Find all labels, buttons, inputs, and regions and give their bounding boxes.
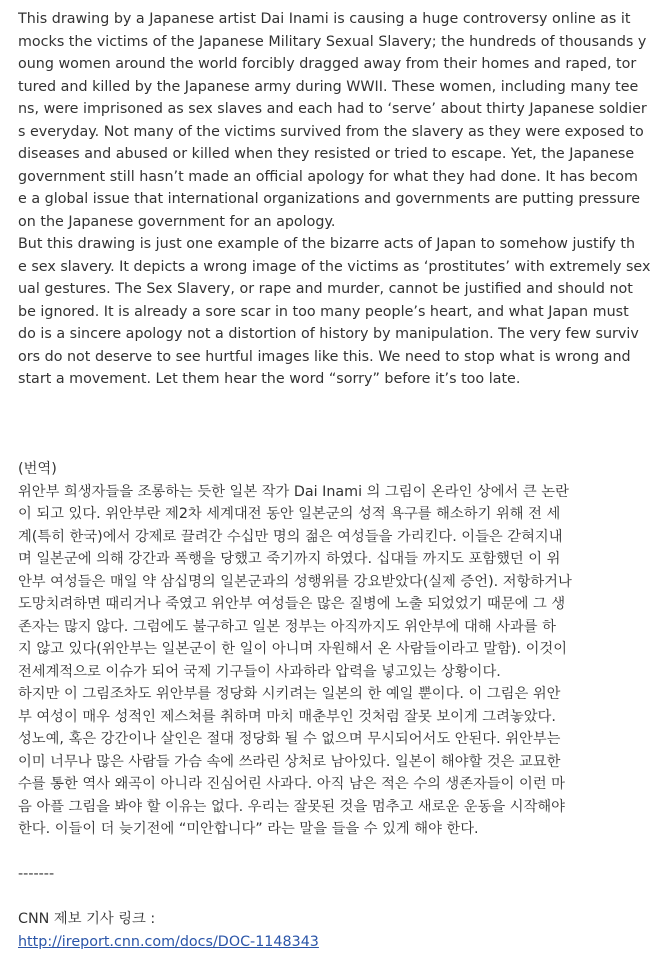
text-line: s everyday. Not many of the victims survived from the slavery as they were exposed to [18,121,658,144]
spacer [18,841,658,864]
spacer [18,391,658,436]
text-line: 계(특히 한국)에서 강제로 끌려간 수십만 명의 젊은 여성들을 가리킨다. 이들은 갇혀지내 [18,526,658,549]
separator: ------- [18,863,658,886]
text-line: on the Japanese government for an apology. [18,211,658,234]
text-line: 이 되고 있다. 위안부란 제2차 세계대전 동안 일본군의 성적 욕구를 해소하기 위해 전 세 [18,503,658,526]
text-line: 음 아플 그림을 봐야 할 이유는 없다. 우리는 잘못된 것을 멈추고 새로운 운동을 시작해야 [18,796,658,819]
spacer [18,436,658,459]
text-line: mocks the victims of the Japanese Military Sexual Slavery; the hundreds of thousands y [18,31,658,54]
source-label: CNN 제보 기사 링크 : [18,908,658,931]
text-line: ns, were imprisoned as sex slaves and each had to ‘serve’ about thirty Japanese soldier [18,98,658,121]
text-line: start a movement. Let them hear the word “sorry” before it’s too late. [18,368,658,391]
text-line: be ignored. It is already a sore scar in too many people’s heart, and what Japan must [18,301,658,324]
text-line: But this drawing is just one example of the bizarre acts of Japan to somehow justify th [18,233,658,256]
text-line: 성노예, 혹은 강간이나 살인은 절대 정당화 될 수 없으며 무시되어서도 안된다. 위안부는 [18,728,658,751]
text-line: 부 여성이 매우 성적인 제스쳐를 취하며 마치 매춘부인 것처럼 잘못 보이게 그려놓았다. [18,706,658,729]
translation-heading: (번역) [18,458,658,481]
text-line: 지 않고 있다(위안부는 일본군이 한 일이 아니며 자원해서 온 사람들이라고 말함). 이것이 [18,638,658,661]
text-line: tured and killed by the Japanese army during WWII. These women, including many tee [18,76,658,99]
text-line: This drawing by a Japanese artist Dai Inami is causing a huge controversy online as it [18,8,658,31]
text-line: 수를 통한 역사 왜곡이 아니라 진심어린 사과다. 아직 남은 적은 수의 생존자들이 이런 마 [18,773,658,796]
text-line: e sex slavery. It depicts a wrong image of the victims as ‘prostitutes’ with extremely sex [18,256,658,279]
text-line: 존자는 많지 않다. 그럼에도 불구하고 일본 정부는 아직까지도 위안부에 대해 사과를 하 [18,616,658,639]
korean-translation [18,458,658,841]
text-line: e a global issue that international organizations and governments are putting pressure [18,188,658,211]
cnn-ireport-link[interactable]: http://ireport.cnn.com/docs/DOC-1148343 [18,931,658,953]
text-line: do is a sincere apology not a distortion of history by manipulation. The very few surviv [18,323,658,346]
text-line: 도망치려하면 때리거나 죽였고 위안부 여성들은 많은 질병에 노출 되었었기 때문에 그 생 [18,593,658,616]
text-line: ors do not deserve to see hurtful images like this. We need to stop what is wrong and [18,346,658,369]
text-line: ual gestures. The Sex Slavery, or rape and murder, cannot be justified and should not [18,278,658,301]
text-line: 며 일본군에 의해 강간과 폭행을 당했고 죽기까지 하였다. 십대들 까지도 포함했던 이 위 [18,548,658,571]
text-line: 위안부 희생자들을 조롱하는 듯한 일본 작가 Dai Inami 의 그림이 온라인 상에서 큰 논란 [18,481,658,504]
text-line: oung women around the world forcibly dragged away from their homes and raped, tor [18,53,658,76]
english-paragraph [18,8,658,391]
text-line: diseases and abused or killed when they resisted or tried to escape. Yet, the Japanese [18,143,658,166]
text-line: 이미 너무나 많은 사람들 가슴 속에 쓰라린 상처로 남아있다. 일본이 해야할 것은 교묘한 [18,751,658,774]
text-line: 전세계적으로 이슈가 되어 국제 기구들이 사과하라 압력을 넣고있는 상황이다. [18,661,658,684]
document-body [18,8,658,953]
spacer [18,886,658,909]
text-line: 안부 여성들은 매일 약 삼십명의 일본군과의 성행위를 강요받았다(실제 증언). 저항하거나 [18,571,658,594]
text-line: 하지만 이 그림조차도 위안부를 정당화 시키려는 일본의 한 예일 뿐이다. 이 그림은 위안 [18,683,658,706]
text-line: government still hasn’t made an official apology for what they had done. It has becom [18,166,658,189]
text-line: 한다. 이들이 더 늦기전에 “미안합니다” 라는 말을 들을 수 있게 해야 한다. [18,818,658,841]
